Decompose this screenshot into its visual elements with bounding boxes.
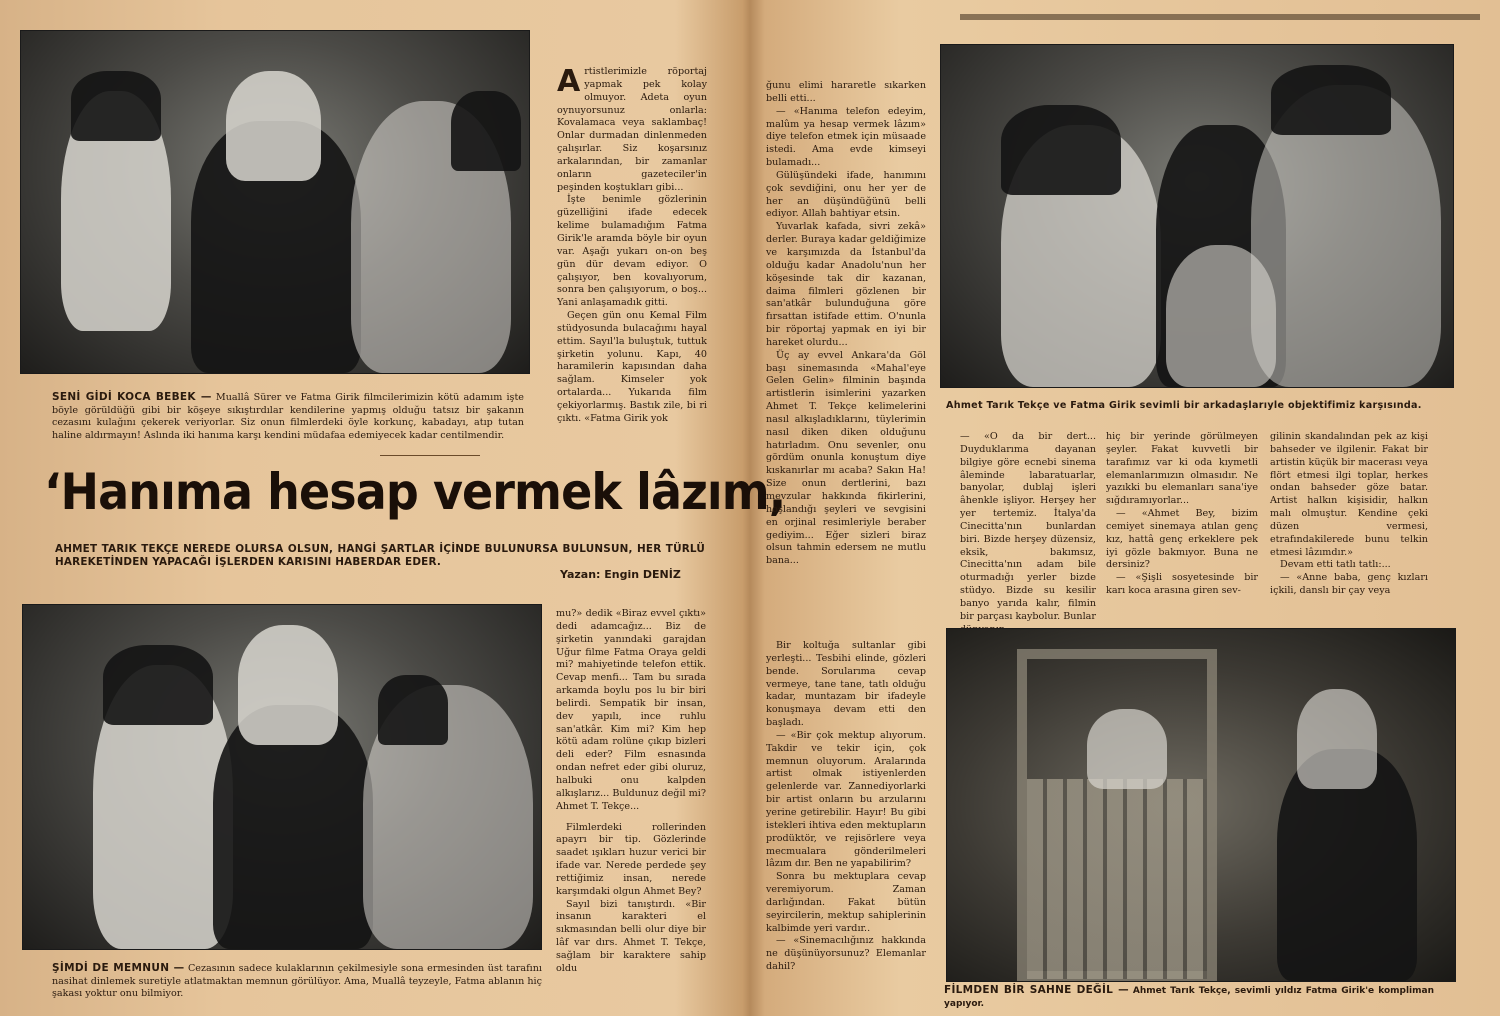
- subheadline: AHMET TARIK TEKÇE NEREDE OLURSA OLSUN, HANGİ ŞARTLAR İÇİNDE BULUNURSA BULUNSUN, HER TÜRLÜ HAREKETİNDEN YAPACAĞI İŞLERDEN KARISINI HABERDAR EDER.: [55, 543, 705, 568]
- paragraph: gilinin skandalından pek az kişi bahseder ve ilgilenir. Fakat bir artistin küçük bir macerası veya flört etmesi ilgi toplar, herkes ondan bahseder göze batar. Artist halkın kişisidir, halkın malı olmuştur. Kendine çeki düzen vermesi, etrafındakilerede bunu telkin etmesi lâzımdır.»: [1270, 431, 1428, 558]
- caption-simdi-de-memnun: [52, 962, 542, 1001]
- caption-text: Ahmet Tarık Tekçe ve Fatma Girik sevimli bir arkadaşlarıyle objektifimiz karşısında.: [946, 400, 1422, 411]
- paragraph: Devam etti tatlı tatlı:...: [1280, 559, 1391, 571]
- paragraph: — «Şişli sosyetesinde bir karı koca arasına giren sev-: [1106, 572, 1258, 597]
- paragraph: Geçen gün onu Kemal Film stüdyosunda bulacağımı hayal ettim. Sayıl'la buluştuk, tuttuk şirketin yolunu. Kapı, 40 haramilerin kapısından daha sağlam. Kimseler yok ortalarda... Yukarıda film çekiyorlarmış. Bastık zile, bi ri çıktı. «Fatma Girik yok: [557, 310, 707, 424]
- divider: [380, 455, 480, 456]
- paragraph: İşte benimle gözlerinin güzelliğini ifade edecek kelime bulamadığım Fatma Girik'le aramda böyle bir oyun var. Aşağı yukarı on-on beş gün dür devam ediyor. O çalışıyor, ben kovalıyorum, sonra ben çalışıyorum, o boş... Yani anlaşamadık gitti.: [557, 194, 707, 309]
- caption-text: Cezasının sadece kulaklarının çekilmesiyle sona ermesinden üst tarafını nasihat dinlemek suretiyle atlatmaktan memnun görülüyor. Ama, Muallâ teyzeyle, Fatma ablanın hiç şakası yoktur onu bilmiyor.: [52, 963, 542, 1000]
- article-column-right-mid-1: [960, 431, 1096, 622]
- article-column-left-bottom: [556, 608, 706, 1003]
- drop-cap: A: [557, 64, 581, 99]
- paragraph: — «Sinemacılığınız hakkında ne düşünüyorsunuz? Elemanlar dahil?: [766, 935, 926, 973]
- photo-simdi-de-memnun: [22, 604, 542, 950]
- paragraph: Sayıl bizi tanıştırdı. «Bir insanın karakteri el sıkmasından belli olur diye bir lâf var dırs. Ahmet T. Tekçe, sağlam bir karaktere sahip oldu: [556, 898, 706, 974]
- paragraph: Filmlerdeki rollerinden apayrı bir tip. Gözlerinde saadet ışıkları huzur verici bir ifade var. Nerede perdede şey rettiğimiz insan, nerede karşımdaki olgun Ahmet Bey?: [556, 821, 706, 897]
- paragraph: — «Ahmet Bey, bizim cemiyet sinemaya atılan genç kız, hattâ genç erkeklere pek iyi gözle bakmıyor. Buna ne dersiniz?: [1106, 508, 1258, 571]
- article-column-left-top: [557, 66, 707, 458]
- article-column-right-bottom: [766, 640, 926, 1012]
- caption-text: Muallâ Sürer ve Fatma Girik filmcilerimizin kötü adamım işte böyle görüldüğü gibi bir köşeye sıkıştırdılar kendilerine yapmış olduğu tatsız bir şakanın cezasını kulağını çekerek veriyorlar. Siz onun filmlerdeki öyle korkunç, kabadayı, atıp tutan haline aldırmayın! Aslında iki hanıma karşı kendini müdafaa edemiyecek kadar centilmendir.: [52, 392, 524, 441]
- caption-text: Ahmet Tarık Tekçe, sevimli yıldız Fatma Girik'e kompliman yapıyor.: [944, 986, 1434, 1009]
- top-rule: [960, 14, 1480, 20]
- caption-title: ŞİMDİ DE MEMNUN —: [52, 962, 185, 974]
- paragraph: — «Bir çok mektup alıyorum. Takdir ve tekir için, çok memnun oluyorum. Aralarında artist olmak istiyenlerden gelenlerde var. Zannediyorlarki bir artist onların bu arzularını yerine getirebilir. Hayır! Bu gibi istekleri ihtiva eden mektupların prodüktör, ve rejisörlere veya mecmualara gönderilmeleri lâzım dır. Ben ne yapabilirim?: [766, 729, 926, 870]
- article-column-right-top: [766, 80, 926, 637]
- caption-title: FİLMDEN BİR SAHNE DEĞİL —: [944, 984, 1129, 996]
- article-column-right-mid-3: [1270, 431, 1428, 616]
- paragraph: Yuvarlak kafada, sivri zekâ» derler. Buraya kadar geldiğimize ve karşımızda da İstanbul'da olduğu kadar Anadolu'nun her köşesinde tak dir kazanan, daima filmleri gözlenen bir san'atkâr bulunduğuna göre fırsattan istifade ettim. O'nunla bir röportaj yapmak en iyi bir hareket olurdu...: [766, 221, 926, 348]
- paragraph: ğunu elimi hararetle sıkarken belli etti...: [766, 80, 926, 104]
- paragraph: — «Anne baba, genç kızları içkili, danslı bir çay veya: [1270, 572, 1428, 597]
- paragraph: Bir koltuğa sultanlar gibi yerleşti... Tesbihi elinde, gözleri bende. Sorularıma cevap vermeye, tane tane, tatlı olduğu kadar, muntazam bir ifadeyle konuşmaya devam etti den başladı.: [766, 640, 926, 729]
- article-column-right-mid-2: [1106, 431, 1258, 616]
- paragraph: — «Hanıma telefon edeyim, malûm ya hesap vermek lâzım» diye telefon etmek için müsaade istedi. Ama evde kimseyi bulamadı...: [766, 105, 926, 169]
- headline: ‘Hanıma hesap vermek lâzım,: [44, 463, 786, 521]
- caption-title: SENİ GİDİ KOCA BEBEK —: [52, 391, 212, 403]
- paragraph: — «O da bir dert... Duyduklarıma dayanan bilgiye göre ecnebi sinema âleminde labaratuarlar, banyolar, dublaj işleri âhenkle işliyor. Herşey her yer tertemiz. İtalya'da Cinecitta'nın bunlardan biri. Bizde herşey düzensiz, eksik, bakımsız, Cinecitta'nın adam bile oturmadığı yerler bizde stüdyo. Bizde su kesilir banyo yarıda kalır, filmin bir parçası kaybolur. Bunlar: [960, 431, 1096, 622]
- caption-koca-bebek: [52, 391, 524, 442]
- photo-sahne: [946, 628, 1456, 982]
- photo-arkadaslar: [940, 44, 1454, 388]
- byline: Yazan: Engin DENİZ: [560, 568, 681, 581]
- caption-sahne: [944, 984, 1434, 1010]
- caption-arkadaslar: [946, 400, 1446, 413]
- paragraph: Üç ay evvel Ankara'da Göl başı sinemasında «Mahal'eye Gelen Gelin» filminin başında artistlerin isimlerini yazarken Ahmet T. Tekçe kelimelerini nasıl alkışladıklarını, tüylerimin nasıl diken diken olduğunu hatırladım. Onu sevenler, onu gördüm onunla konuştum diye kıskanırlar mı acaba? Sakın Ha! Size onun dertlerini, bazı mevzular hakkında fikirlerini, hoşlandığı şeyleri ve sevgisini en orjinal resimleriyle beraber gediyim... Eğer sizleri biraz olsun tahmin edersem ne mutlu bana...: [766, 349, 926, 567]
- paragraph: hiç bir yerinde görülmeyen şeyler. Fakat kuvvetli bir tarafımız var ki oda kıymetli elemanlarımızın olmasıdır. Ne yazıkki bu elemanları sana'iye sığdıramıyorlar...: [1106, 431, 1258, 507]
- paragraph: Sonra bu mektuplara cevap veremiyorum. Zaman darlığından. Fakat bütün seyircilerin, mektup sahiplerinin kalbimde yeri vardır..: [766, 871, 926, 934]
- photo-koca-bebek: [20, 30, 530, 374]
- paragraph: rtistlerimizle röportaj yapmak pek kolay olmuyor. Adeta oyun oynuyorsunuz onlarla: Kovalamaca veya saklambaç! Onlar durmadan dinlenmeden çalışırlar. Siz koşarsınız arkalarından, bir zamanlar onların gazeteciler'in peşinden koştukları gibi...: [557, 66, 707, 193]
- paragraph: Gülüşündeki ifade, hanımını çok sevdiğini, onu her yer de her an düşündüğünü belli ediyor. Allah bahtiyar etsin.: [766, 169, 926, 220]
- paragraph: mu?» dedik «Biraz evvel çıktı» dedi adamcağız... Biz de şirketin yanındaki garajdan Uğur filme Fatma Oraya geldi mi? mahiyetinde telefon ettik. Cevap menfi... Tam bu sırada arkamda boylu pos lu bir biri belirdi. Sempatik bir insan, dev yapılı, ince ruhlu san'atkâr. Kim mi? Kim hep kötü adam rolüne çıkıp bizleri deli eder? Film esnasında ondan nefret eder gibi oluruz, halbuki onu kalpden alkışlarız... Buldunuz değil mi? Ahmet T. Tekçe...: [556, 608, 706, 812]
